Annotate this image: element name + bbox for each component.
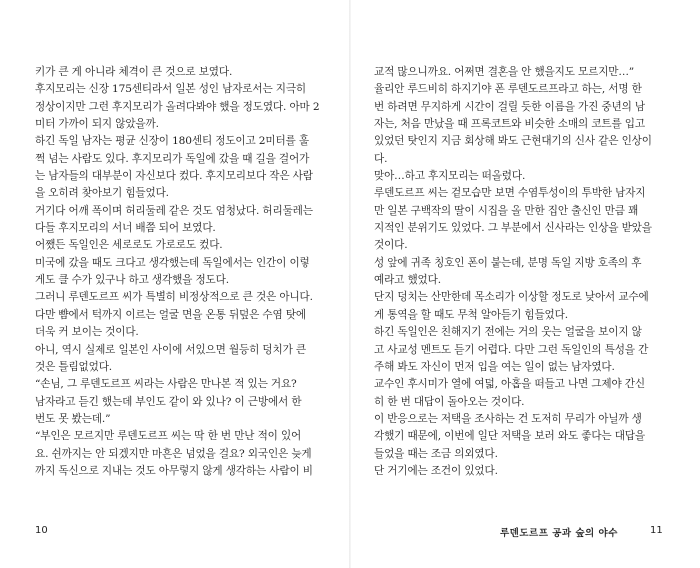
left-page-body [35,64,331,480]
left-page-number: 10 [35,525,48,536]
text-line: 주해 봐도 자신이 먼저 입을 여는 일이 없는 남자였다. [374,360,615,373]
text-line: 예라고 했었다. [374,274,441,287]
text-line: 들었을 때는 조금 의외였다. [374,447,498,460]
text-line: 어쨌든 독일인은 세로로도 가로로도 컸다. [35,239,223,252]
text-line: 까지 독신으로 지내는 것도 아무렇지 않게 생각하는 사람이 비 [35,464,313,477]
right-page-body [374,64,670,480]
text-line: 남자라고 듣긴 했는데 부인도 같이 와 있나? 이 근방에서 한 [35,395,302,408]
text-line: 는 남자들의 대부분이 자신보다 컸다. 후지모리보다 작은 사람 [35,170,313,183]
text-line: 미터 가까이 되지 않았을까. [35,118,159,131]
text-line: 게 통역을 할 때도 무척 알아듣기 힘들었다. [374,308,568,321]
text-line: 요. 쉰까지는 안 되겠지만 마흔은 넘었을 걸요? 외국인은 늦게 [35,447,312,460]
text-line: “손님, 그 루덴도르프 씨라는 사람은 만나본 적 있는 거요? [35,378,297,391]
text-line: 아니, 역시 실제로 일본인 사이에 서있으면 월등히 덩치가 큰 [35,343,306,356]
text-line: 교수인 후시미가 열에 여덟, 아홉을 떠들고 나면 그제야 간신 [374,378,645,391]
text-line: 지적인 분위기도 있었다. 그 부분에서 신사라는 인상을 받았을 [374,222,652,235]
text-line: 맞아…하고 후지모리는 떠올렸다. [374,170,526,183]
text-line: 정상이지만 그런 후지모리가 올려다봐야 했을 정도였다. 아마 2 [35,100,320,113]
text-line: 키가 큰 게 아니라 체격이 큰 것으로 보였다. [35,66,233,78]
text-line: 게도 클 수가 있구나 하고 생각했을 정도다. [35,274,229,287]
text-line: 루덴도르프 씨는 겉모습만 보면 수염투성이의 투박한 남자지 [374,187,646,200]
text-line: 만 일본 구백작의 딸이 시집을 올 만한 집안 출신인 만큼 꽤 [374,204,639,217]
text-line: 더욱 커 보이는 것이다. [35,326,139,339]
text-line: 고 사교성 멘트도 듣기 어렵다. 다만 그런 독일인의 특성을 간 [374,343,649,356]
text-line: 있었던 탓인지 지금 회상해 봐도 근현대기의 신사 같은 인상이 [374,135,652,148]
text-line: 것은 틀림없었다. [35,360,113,373]
text-line: 하긴 독일인은 친해지기 전에는 거의 웃는 얼굴을 보이지 않 [374,326,642,339]
text-line: 율리안 루드비히 하지기야 폰 루덴도르프라고 하는, 서명 한 [374,83,642,96]
text-line: 단지 덩치는 산만한데 목소리가 이상할 정도로 낮아서 교수에 [374,291,649,304]
right-page-number: 11 [650,525,663,536]
text-line: 교적 많으니까요. 어쩌면 결혼을 안 했을지도 모르지만…” [374,66,635,78]
text-line: 번도 못 봤는데.” [35,412,111,425]
page-gutter [349,0,351,568]
text-line: 쩍 넘는 사람도 있다. 후지모리가 독일에 갔을 때 길을 걸어가 [35,152,310,165]
text-line: 것이다. [374,239,408,252]
text-line: 다들 후지모리의 서너 배쯤 되어 보였다. [35,222,216,235]
text-line: 자는, 처음 만났을 때 프록코트와 비슷한 소매의 코트를 입고 [374,118,645,131]
text-line: 미국에 갔을 때도 크다고 생각했는데 독일에서는 인간이 이렇 [35,256,310,269]
text-line: 후지모리는 신장 175센티라서 일본 성인 남자로서는 지극히 [35,83,306,96]
text-line: 다만 뺨에서 턱까지 이르는 얼굴 면을 온통 뒤덮은 수염 탓에 [35,308,306,321]
text-line: “부인은 모르지만 루덴도르프 씨는 딱 한 번 만난 적이 있어 [35,430,302,443]
text-line: 그러니 루덴도르프 씨가 특별히 비정상적으로 큰 것은 아니다. [35,291,313,304]
text-line: 거기다 어깨 폭이며 허리둘레 같은 것도 엄청났다. 허리둘레는 [35,204,313,217]
running-head: 루덴도르프 공과 숲의 야수 [500,528,618,539]
text-line: 다. [374,152,388,165]
text-line: 성 앞에 귀족 칭호인 폰이 붙는데, 분명 독일 지방 호족의 후 [374,256,642,269]
text-line: 이 반응으로는 저택을 조사하는 건 도저히 무리가 아닐까 생 [374,412,642,425]
text-line: 단 거기에는 조건이 있었다. [374,464,498,477]
text-line: 번 하려면 무지하게 시간이 걸릴 듯한 이름을 가진 중년의 남 [374,100,645,113]
text-line: 하긴 독일 남자는 평균 신장이 180센티 정도이고 2미터를 훌 [35,135,309,148]
text-line: 히 한 번 대답이 돌아오는 것이다. [374,395,525,408]
text-line: 을 오히려 찾아보기 힘들었다. [35,187,169,200]
text-line: 각했기 때문에, 이번에 일단 저택을 보러 와도 좋다는 대답을 [374,430,645,443]
